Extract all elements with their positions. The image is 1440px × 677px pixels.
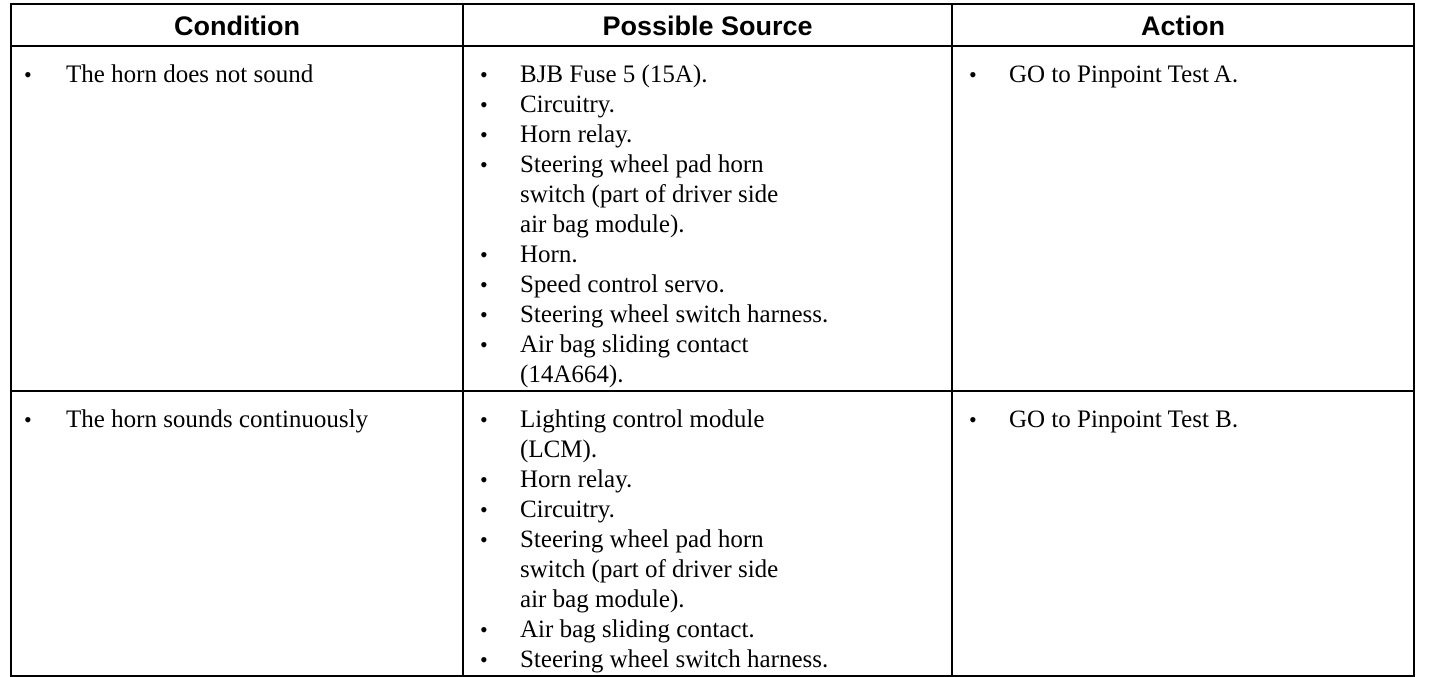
list-item bbox=[12, 60, 462, 90]
bullet-icon: • bbox=[480, 332, 488, 357]
list-item bbox=[464, 465, 951, 495]
condition-cell bbox=[11, 46, 463, 391]
source-list bbox=[464, 392, 951, 675]
action-header: Action bbox=[952, 4, 1414, 46]
list-item bbox=[464, 240, 951, 270]
table-row bbox=[11, 391, 1414, 676]
source-text: Air bag sliding contact (14A664). bbox=[520, 331, 749, 388]
action-list bbox=[953, 47, 1413, 90]
source-text: Lighting control module (LCM). bbox=[520, 406, 765, 463]
bullet-icon: • bbox=[24, 62, 32, 87]
possible-source-cell bbox=[463, 46, 952, 391]
table-row bbox=[11, 46, 1414, 391]
bullet-icon: • bbox=[24, 407, 32, 432]
bullet-icon: • bbox=[480, 527, 488, 552]
condition-list bbox=[12, 392, 462, 435]
source-text: Horn relay. bbox=[520, 121, 633, 148]
list-item bbox=[464, 330, 951, 390]
header-row bbox=[11, 4, 1414, 46]
list-item bbox=[464, 270, 951, 300]
diagnosis-table bbox=[10, 3, 1415, 677]
possible-source-header: Possible Source bbox=[463, 4, 952, 46]
list-item bbox=[464, 495, 951, 525]
source-text: Speed control servo. bbox=[520, 271, 725, 298]
source-text: Steering wheel switch harness. bbox=[520, 301, 829, 328]
condition-text: The horn does not sound bbox=[66, 61, 314, 88]
condition-cell bbox=[11, 391, 463, 676]
possible-source-cell bbox=[463, 391, 952, 676]
action-cell bbox=[952, 46, 1414, 391]
bullet-icon: • bbox=[480, 647, 488, 672]
list-item bbox=[953, 405, 1413, 435]
list-item bbox=[12, 405, 462, 435]
list-item bbox=[464, 150, 951, 240]
bullet-icon: • bbox=[480, 62, 488, 87]
condition-list bbox=[12, 47, 462, 90]
list-item bbox=[464, 90, 951, 120]
bullet-icon: • bbox=[480, 302, 488, 327]
source-text: Horn relay. bbox=[520, 466, 633, 493]
bullet-icon: • bbox=[480, 617, 488, 642]
bullet-icon: • bbox=[480, 152, 488, 177]
list-item bbox=[464, 60, 951, 90]
source-text: Steering wheel switch harness. bbox=[520, 646, 829, 673]
bullet-icon: • bbox=[480, 92, 488, 117]
source-text: Circuitry. bbox=[520, 91, 615, 118]
action-text: GO to Pinpoint Test B. bbox=[1009, 406, 1239, 433]
condition-text: The horn sounds continuously bbox=[66, 406, 369, 433]
source-list bbox=[464, 47, 951, 390]
condition-header: Condition bbox=[11, 4, 463, 46]
list-item bbox=[464, 525, 951, 615]
list-item bbox=[464, 120, 951, 150]
list-item bbox=[464, 645, 951, 675]
bullet-icon: • bbox=[480, 272, 488, 297]
bullet-icon: • bbox=[480, 242, 488, 267]
list-item bbox=[464, 615, 951, 645]
action-text: GO to Pinpoint Test A. bbox=[1009, 61, 1239, 88]
bullet-icon: • bbox=[480, 407, 488, 432]
source-text: Circuitry. bbox=[520, 496, 615, 523]
bullet-icon: • bbox=[480, 497, 488, 522]
bullet-icon: • bbox=[969, 407, 977, 432]
source-text: Horn. bbox=[520, 241, 578, 268]
bullet-icon: • bbox=[969, 62, 977, 87]
action-list bbox=[953, 392, 1413, 435]
bullet-icon: • bbox=[480, 467, 488, 492]
list-item bbox=[464, 405, 951, 465]
source-text: Steering wheel pad horn switch (part of driver side air bag module). bbox=[520, 151, 779, 238]
source-text: BJB Fuse 5 (15A). bbox=[520, 61, 708, 88]
list-item bbox=[464, 300, 951, 330]
source-text: Steering wheel pad horn switch (part of driver side air bag module). bbox=[520, 526, 779, 613]
source-text: Air bag sliding contact. bbox=[520, 616, 755, 643]
list-item bbox=[953, 60, 1413, 90]
action-cell bbox=[952, 391, 1414, 676]
bullet-icon: • bbox=[480, 122, 488, 147]
